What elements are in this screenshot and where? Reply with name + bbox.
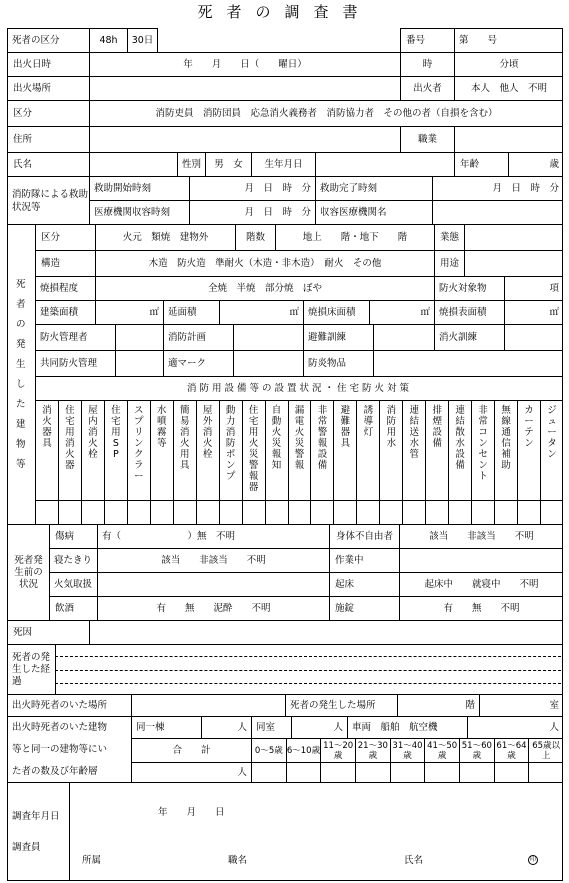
- row-kubun: [7, 100, 563, 126]
- age-group-label: 21〜30歳: [355, 738, 390, 762]
- disabled-options[interactable]: 該当 非該当 不明: [399, 524, 563, 548]
- row-address: [7, 126, 563, 152]
- same-building-label-line2: 等と同一の建物等にい: [12, 743, 108, 755]
- damage-options[interactable]: 全焼 半焼 部分焼 ぼや: [95, 276, 434, 300]
- age-groups: [251, 738, 563, 782]
- age-group-count[interactable]: [251, 762, 286, 782]
- business-label: 業態: [434, 224, 464, 250]
- same-building-label: [7, 716, 131, 782]
- age-group-label: 31〜40歳: [390, 738, 425, 762]
- equipment-value-cell[interactable]: [104, 500, 127, 524]
- equipment-value-cell[interactable]: [356, 500, 379, 524]
- row-same-building: [7, 716, 563, 782]
- equipment-value-cell[interactable]: [402, 500, 425, 524]
- illness-options[interactable]: 有（ ）無 不明: [97, 524, 329, 548]
- row-death-cause: [7, 620, 563, 644]
- surveyor-label: 調査員: [12, 842, 41, 853]
- seal-icon: 印: [529, 856, 536, 863]
- equipment-value-cell[interactable]: [448, 500, 471, 524]
- same-room-count[interactable]: 人: [291, 716, 347, 738]
- equipment-label: 自 動 火 災 報 知: [265, 400, 288, 500]
- row-drinking: [49, 596, 563, 620]
- address-field[interactable]: [89, 126, 400, 152]
- usage-label: 用途: [434, 250, 464, 276]
- damage-label: 焼損程度: [35, 276, 95, 300]
- process-label: 死者の発生した経過: [7, 644, 55, 694]
- equipment-header: 消防用設備等の設置状況・住宅防火対策: [35, 376, 563, 400]
- equipment-value-cell[interactable]: [265, 500, 288, 524]
- equipment-label: 避 難 器 具: [333, 400, 356, 500]
- equipment-value-cell[interactable]: [127, 500, 150, 524]
- age-unit[interactable]: 歳: [508, 152, 563, 176]
- age-group-label: 61〜64歳: [494, 738, 529, 762]
- death-cause-field[interactable]: [89, 620, 563, 644]
- age-group-count[interactable]: [355, 762, 390, 782]
- row-joint: [35, 350, 563, 376]
- same-building-label-line1: 出火時死者のいた建物: [12, 722, 108, 734]
- age-group-label: 6〜10歳: [286, 738, 321, 762]
- equipment-label: カ ー テ ン: [517, 400, 540, 500]
- option-30days[interactable]: 30日: [127, 28, 157, 52]
- lock-options[interactable]: 有 無 不明: [399, 596, 563, 620]
- survey-labels: [7, 782, 69, 881]
- same-room-label: 同室: [251, 716, 291, 738]
- row-fire-handling: [49, 572, 563, 596]
- total-label: 合 計: [131, 738, 251, 762]
- vehicle-label: 車両 船舶 航空機: [347, 716, 467, 738]
- building-area-label: 建築面積: [35, 300, 95, 324]
- fire-plan-field[interactable]: [233, 324, 303, 350]
- floor-field[interactable]: 地上 階・地下 階: [275, 224, 434, 250]
- place-label: 出火時死者のいた場所: [7, 694, 131, 716]
- equipment-label: 動 力 消 防 ポ ン プ: [219, 400, 242, 500]
- kubun-label: 区分: [7, 100, 89, 126]
- row-area: [35, 300, 563, 324]
- fire-drill-label: 消火訓練: [434, 324, 504, 350]
- equipment-value-cell[interactable]: [150, 500, 173, 524]
- fire-date-field[interactable]: 年 月 日（ 曜日）: [89, 52, 400, 76]
- blank-cell: [157, 28, 400, 52]
- death-floor-field[interactable]: 階: [397, 694, 479, 716]
- fire-person-options[interactable]: 本人 他人 不明: [454, 76, 563, 100]
- row-illness: [49, 524, 563, 548]
- hospital-label: 収容医療機関名: [315, 200, 432, 224]
- birthdate-label: 生年月日: [251, 152, 315, 176]
- working-field[interactable]: [399, 548, 563, 572]
- row-equipment-values: [35, 500, 563, 524]
- fire-time-label: 時: [400, 52, 454, 76]
- equipment-label: 屋 外 消 火 栓: [196, 400, 219, 500]
- kubun-options[interactable]: 消防吏員 消防団員 応急消火義務者 消防協力者 その他の者（自損を含む）: [89, 100, 563, 126]
- fire-plan-label: 消防計画: [163, 324, 233, 350]
- lock-label: 施錠: [329, 596, 399, 620]
- death-cause-label: 死因: [7, 620, 89, 644]
- fire-place-label: 出火場所: [7, 76, 89, 100]
- fire-person-label: 出火者: [400, 76, 454, 100]
- evac-drill-field[interactable]: [373, 324, 434, 350]
- rescue-label: 消防隊による救助状況等: [7, 176, 89, 224]
- age-label: 年齢: [454, 152, 508, 176]
- row-equipment-header: [35, 376, 563, 400]
- option-48h[interactable]: 48h: [89, 28, 127, 52]
- same-building-label-line3: た者の数及び年齢層: [12, 765, 98, 777]
- number-field[interactable]: 第 号: [454, 28, 563, 52]
- fire-drill-field[interactable]: [504, 324, 563, 350]
- birthdate-field[interactable]: [315, 152, 454, 176]
- age-group-count[interactable]: [286, 762, 321, 782]
- surveyor-name-label[interactable]: 氏名: [404, 855, 424, 866]
- name-field[interactable]: [89, 152, 177, 176]
- fire-date-label: 出火日時: [7, 52, 89, 76]
- number-label: 番号: [400, 28, 454, 52]
- equipment-value-cell[interactable]: [540, 500, 563, 524]
- sex-label: 性別: [177, 152, 205, 176]
- compliance-mark-field[interactable]: [233, 350, 303, 376]
- equipment-value-cell[interactable]: [58, 500, 81, 524]
- structure-label: 構造: [35, 250, 95, 276]
- joint-management-field[interactable]: [115, 350, 163, 376]
- rescue-start-label: 救助開始時刻: [89, 176, 189, 200]
- equipment-label: 水 噴 霧 等: [150, 400, 173, 500]
- death-place-label: 死者の発生した場所: [285, 694, 397, 716]
- name-label: 氏名: [7, 152, 89, 176]
- disabled-label: 身体不自由者: [329, 524, 399, 548]
- equipment-label: 非 常 警 報 設 備: [310, 400, 333, 500]
- equipment-label: 誘 導 灯: [356, 400, 379, 500]
- affiliation-label[interactable]: 所属: [82, 855, 102, 866]
- equipment-label: ス プ リ ン ク ラ ー: [127, 400, 150, 500]
- fire-manager-field[interactable]: [115, 324, 163, 350]
- equipment-value-cell[interactable]: [494, 500, 517, 524]
- age-group-label: 65歳以上: [528, 738, 563, 762]
- prior-side-label: 死者発生前の状況: [7, 524, 49, 620]
- floor-area-label: 延面積: [163, 300, 219, 324]
- transport-field[interactable]: 月 日 時 分: [189, 200, 315, 224]
- equipment-value-cell[interactable]: [333, 500, 356, 524]
- category-label: 死者の区分: [7, 28, 89, 52]
- age-group-count[interactable]: [459, 762, 494, 782]
- bedridden-label: 寝たきり: [49, 548, 97, 572]
- equipment-label: 排 煙 設 備: [425, 400, 448, 500]
- age-group-label: 51〜60歳: [459, 738, 494, 762]
- burnt-surface-area-field[interactable]: ㎡: [504, 300, 563, 324]
- equipment-value-cell[interactable]: [288, 500, 311, 524]
- building-kubun-options[interactable]: 火元 類焼 建物外: [95, 224, 235, 250]
- awake-label: 起床: [329, 572, 399, 596]
- floor-area-field[interactable]: ㎡: [219, 300, 303, 324]
- hospital-field[interactable]: [432, 200, 563, 224]
- equipment-value-cell[interactable]: [517, 500, 540, 524]
- fire-manager-label: 防火管理者: [35, 324, 115, 350]
- position-label[interactable]: 職名: [228, 855, 248, 866]
- structure-options[interactable]: 木造 防火造 準耐火（木造・非木造） 耐火 その他: [95, 250, 434, 276]
- illness-label: 傷病: [49, 524, 97, 548]
- dashed-line: [55, 683, 561, 684]
- equipment-label: 連 結 散 水 設 備: [448, 400, 471, 500]
- row-place: [7, 694, 563, 716]
- row-fire-place: [7, 76, 563, 100]
- same-bld-count[interactable]: 人: [201, 716, 251, 738]
- age-group-count[interactable]: [424, 762, 459, 782]
- equipment-label: ジ ュ ー タ ン: [540, 400, 563, 500]
- compliance-mark-label: 適マーク: [163, 350, 233, 376]
- target-field[interactable]: 項: [504, 276, 563, 300]
- building-area-field[interactable]: ㎡: [95, 300, 163, 324]
- awake-options[interactable]: 起床中 就寝中 不明: [399, 572, 563, 596]
- survey-date-field[interactable]: 年 月 日: [158, 807, 225, 818]
- equipment-value-cell[interactable]: [219, 500, 242, 524]
- row-fire-date: [7, 52, 563, 76]
- row-structure: [35, 250, 563, 276]
- total-count[interactable]: 人: [131, 762, 251, 782]
- age-group-count[interactable]: [494, 762, 529, 782]
- equipment-label: 住 宅 用 S P: [104, 400, 127, 500]
- occupation-label: 職業: [400, 126, 454, 152]
- equipment-label: 漏 電 火 災 警 報: [288, 400, 311, 500]
- burnt-surface-area-label: 焼損表面積: [434, 300, 504, 324]
- equipment-label: 簡 易 消 火 用 具: [173, 400, 196, 500]
- business-field[interactable]: [464, 224, 563, 250]
- equipment-label: 屋 内 消 火 栓: [81, 400, 104, 500]
- place-field[interactable]: [131, 694, 285, 716]
- row-management: [35, 324, 563, 350]
- equipment-value-cell[interactable]: [35, 500, 58, 524]
- equipment-value-cell[interactable]: [310, 500, 333, 524]
- floor-label: 階数: [235, 224, 275, 250]
- flame-retardant-label: 防炎物品: [303, 350, 373, 376]
- age-group-count[interactable]: [528, 762, 563, 782]
- drinking-label: 飲酒: [49, 596, 97, 620]
- equipment-value-cell[interactable]: [471, 500, 494, 524]
- same-bld-label: 同一棟: [131, 716, 201, 738]
- survey-date-label: 調査年月日: [12, 811, 60, 822]
- age-group-label: 0〜5歳: [251, 738, 286, 762]
- equipment-value-cell[interactable]: [81, 500, 104, 524]
- transport-label: 医療機関収容時刻: [89, 200, 189, 224]
- drinking-options[interactable]: 有 無 泥酔 不明: [97, 596, 329, 620]
- building-kubun-label: 区分: [35, 224, 95, 250]
- row-rescue: [7, 176, 563, 224]
- row-damage: [35, 276, 563, 300]
- age-group-label: 41〜50歳: [424, 738, 459, 762]
- equipment-value-cell[interactable]: [379, 500, 402, 524]
- fire-time-field[interactable]: 分頃: [454, 52, 563, 76]
- equipment-label: 無 線 通 信 補 助: [494, 400, 517, 500]
- target-label: 防火対象物: [434, 276, 504, 300]
- burnt-floor-area-field[interactable]: ㎡: [369, 300, 434, 324]
- equipment-label: 連 結 送 水 管: [402, 400, 425, 500]
- sex-options[interactable]: 男 女: [205, 152, 251, 176]
- working-label: 作業中: [329, 548, 399, 572]
- rescue-start-field[interactable]: 月 日 時 分: [189, 176, 315, 200]
- dashed-line: [55, 670, 561, 671]
- row-name: [7, 152, 563, 176]
- fire-place-field[interactable]: [89, 76, 400, 100]
- row-survey: [7, 782, 563, 881]
- row-bedridden: [49, 548, 563, 572]
- rescue-end-field[interactable]: 月 日 時 分: [432, 176, 563, 200]
- equipment-value-cell[interactable]: [425, 500, 448, 524]
- bedridden-options[interactable]: 該当 非該当 不明: [97, 548, 329, 572]
- vehicle-count[interactable]: 人: [467, 716, 563, 738]
- fire-handling-field[interactable]: [97, 572, 329, 596]
- page-title: 死者の調査書: [197, 3, 372, 21]
- burnt-floor-area-label: 焼損床面積: [303, 300, 369, 324]
- row-equipment-labels: [35, 400, 563, 500]
- evac-drill-label: 避難訓練: [303, 324, 373, 350]
- occupation-field[interactable]: [454, 126, 563, 152]
- equipment-value-cell[interactable]: [173, 500, 196, 524]
- age-group-label: 11〜20歳: [320, 738, 355, 762]
- equipment-value-cell[interactable]: [242, 500, 265, 524]
- row-building-kubun: [35, 224, 563, 250]
- equipment-label: 住 宅 用 火 災 警 報 器: [242, 400, 265, 500]
- death-room-field[interactable]: 室: [479, 694, 563, 716]
- fire-handling-label: 火気取扱: [49, 572, 97, 596]
- survey-content: [69, 782, 563, 881]
- equipment-value-cell[interactable]: [196, 500, 219, 524]
- rescue-end-label: 救助完了時刻: [315, 176, 432, 200]
- joint-management-label: 共同防火管理: [35, 350, 115, 376]
- building-side-label: 死者の発生した建物等: [7, 224, 35, 524]
- dashed-line: [55, 656, 561, 657]
- equipment-label: 消 防 用 水: [379, 400, 402, 500]
- equipment-label: 非 常 コ ン セ ン ト: [471, 400, 494, 500]
- equipment-label: 消 火 器 具: [35, 400, 58, 500]
- address-label: 住所: [7, 126, 89, 152]
- row-process: [7, 644, 563, 694]
- process-field[interactable]: [55, 644, 563, 694]
- flame-retardant-field[interactable]: [373, 350, 563, 376]
- row-category: [7, 28, 563, 52]
- age-group-count[interactable]: [320, 762, 355, 782]
- equipment-label: 住 宅 用 消 火 器: [58, 400, 81, 500]
- age-group-count[interactable]: [390, 762, 425, 782]
- usage-field[interactable]: [464, 250, 563, 276]
